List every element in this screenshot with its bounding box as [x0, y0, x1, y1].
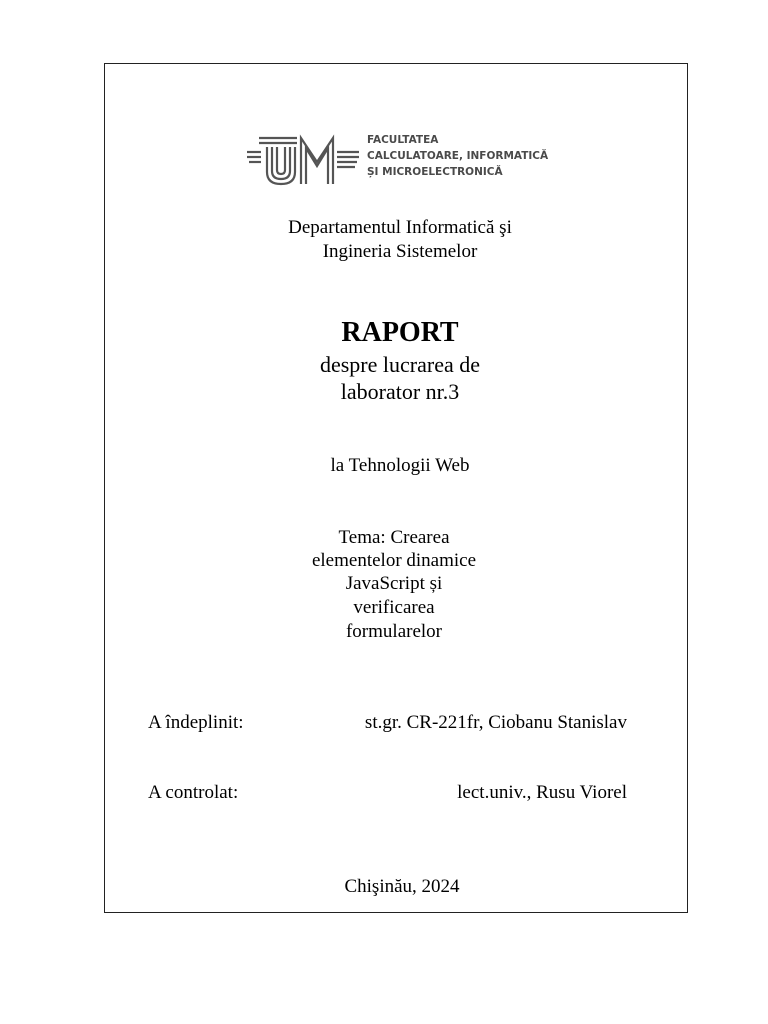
performed-by-value: st.gr. CR-221fr, Ciobanu Stanislav [364, 712, 627, 733]
checked-by-label: A controlat: [148, 782, 239, 803]
theme-line-4: verificarea [353, 597, 435, 618]
faculty-name-line-1: FACULTATEA [367, 134, 439, 146]
theme-line-5: formularelor [345, 621, 442, 642]
performed-by-label: A îndeplinit: [148, 712, 244, 733]
theme-line-2: elementelor dinamice [311, 550, 477, 571]
report-subtitle-line-2: laborator nr.3 [340, 379, 460, 404]
course-name: la Tehnologii Web [330, 455, 470, 476]
department-line-1: Departamentul Informatică şi [288, 217, 512, 238]
faculty-name-line-3: ȘI MICROELECTRONICĂ [367, 166, 503, 178]
faculty-name [367, 132, 548, 180]
faculty-logo [247, 130, 547, 190]
report-title: RAPORT [341, 317, 459, 348]
checked-by-value: lect.univ., Rusu Viorel [457, 782, 627, 803]
utm-logo-icon [247, 132, 361, 188]
theme-line-3: JavaScript și [345, 573, 443, 594]
theme-line-1: Tema: Crearea [338, 527, 450, 548]
faculty-name-line-2: CALCULATOARE, INFORMATICĂ [367, 150, 549, 162]
department-line-2: Ingineria Sistemelor [322, 241, 478, 262]
report-subtitle-line-1: despre lucrarea de [319, 352, 480, 377]
city-year: Chişinău, 2024 [344, 876, 460, 897]
